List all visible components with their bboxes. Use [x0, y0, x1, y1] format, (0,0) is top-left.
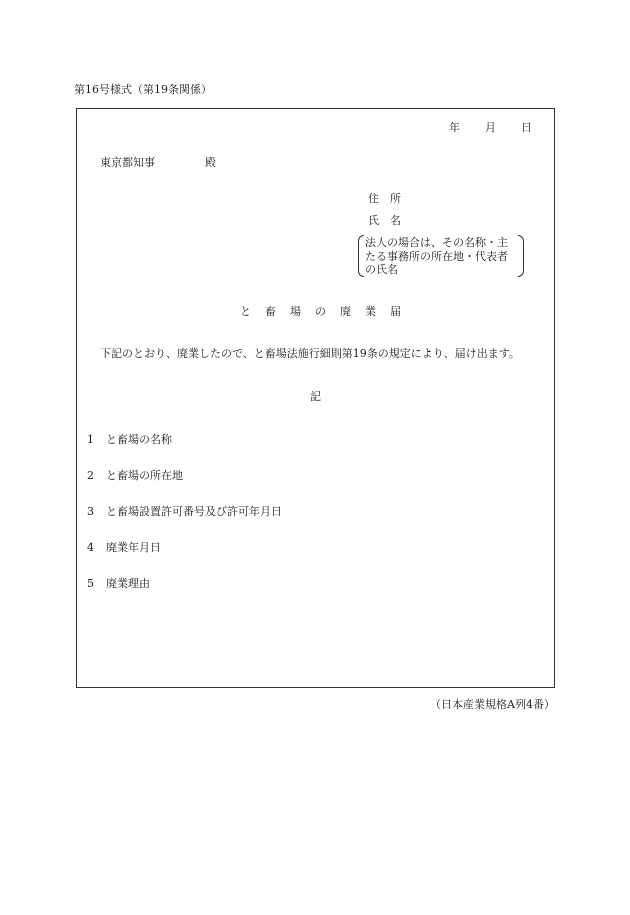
- item-label: と畜場設置許可番号及び許可年月日: [106, 505, 282, 518]
- name-label: 氏 名: [368, 214, 401, 227]
- form-number-note: 第16号様式（第19条関係）: [74, 83, 212, 96]
- paper-size-note: （日本産業規格A列4番）: [430, 698, 555, 711]
- corporate-note-text: [365, 236, 508, 277]
- form-title: と畜場の廃業届: [240, 305, 415, 318]
- addressee-name: 東京都知事: [100, 156, 155, 169]
- item-number: 3: [87, 505, 94, 518]
- list-item: [87, 434, 172, 445]
- corporate-note-line: たる事務所の所在地・代表者: [365, 249, 508, 263]
- right-bracket: [518, 235, 524, 277]
- corporate-note: [358, 235, 524, 277]
- ki-heading: 記: [310, 390, 321, 403]
- list-item: [87, 578, 150, 589]
- list-item: [87, 506, 282, 517]
- corporate-note-line: の氏名: [365, 263, 398, 276]
- statement-text: 下記のとおり、廃業したので、と畜場法施行細則第19条の規定により、届け出ます。: [100, 347, 520, 360]
- item-number: 1: [87, 433, 94, 446]
- list-item: [87, 542, 161, 553]
- corporate-note-line: 法人の場合は、その名称・主: [365, 236, 508, 249]
- address-label: 住 所: [368, 192, 401, 205]
- item-number: 5: [87, 577, 94, 590]
- item-label: と畜場の所在地: [106, 469, 183, 482]
- item-number: 4: [87, 541, 94, 554]
- item-label: 廃業理由: [106, 577, 150, 590]
- item-label: 廃業年月日: [106, 541, 161, 554]
- addressee-honorific: 殿: [205, 156, 216, 169]
- item-number: 2: [87, 469, 94, 482]
- left-bracket: [358, 235, 364, 277]
- date-month-label: 月: [485, 121, 496, 134]
- date-day-label: 日: [521, 121, 532, 134]
- list-item: [87, 470, 183, 481]
- item-label: と畜場の名称: [106, 433, 172, 446]
- date-year-label: 年: [449, 121, 460, 134]
